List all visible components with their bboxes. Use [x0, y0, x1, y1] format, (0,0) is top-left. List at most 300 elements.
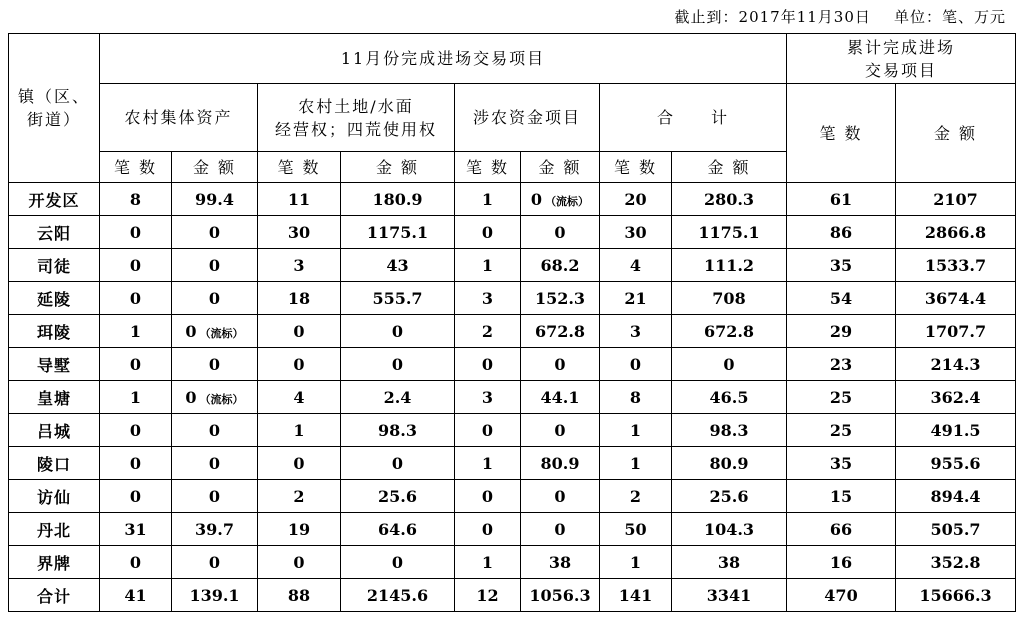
- cell-value: 98.3: [378, 420, 417, 440]
- cell-value: 1: [481, 255, 494, 275]
- amount-cell: [172, 579, 258, 612]
- cell-value: 80.9: [709, 453, 749, 473]
- cell-value: 104.3: [703, 519, 755, 539]
- cell-value: 1175.1: [698, 222, 760, 242]
- amount-cell: [672, 348, 787, 381]
- cell-value: 39.7: [195, 519, 234, 539]
- cell-value: 3674.4: [924, 288, 987, 308]
- count-cell: [600, 414, 672, 447]
- report-caption: [675, 6, 1006, 27]
- cell-value: 0: [481, 222, 494, 242]
- count-cell: [600, 216, 672, 249]
- cell-value: 2: [293, 486, 305, 506]
- cell-value: 54: [829, 288, 853, 308]
- amount-header: 金 额: [172, 152, 258, 183]
- amount-cell: [341, 249, 455, 282]
- amount-cell: [521, 315, 600, 348]
- count-cell: [258, 315, 341, 348]
- amount-cell: [172, 315, 258, 348]
- count-cell: [258, 249, 341, 282]
- amount-cell: [672, 579, 787, 612]
- amount-header: 金 额: [672, 152, 787, 183]
- amount-cell: [896, 447, 1016, 480]
- amount-cell: [672, 447, 787, 480]
- cell-value: 672.8: [534, 321, 586, 341]
- town-name-cell: 皇塘: [9, 381, 100, 414]
- town-name-cell: 丹北: [9, 513, 100, 546]
- count-cell: [600, 579, 672, 612]
- cell-value: 0: [129, 552, 142, 572]
- count-cell: [455, 216, 521, 249]
- cumulative-count-header: 笔 数: [787, 84, 896, 183]
- cell-value: 111.2: [703, 255, 755, 275]
- cell-value: 955.6: [930, 453, 981, 473]
- table-row: [9, 447, 1016, 480]
- cell-note: （流标）: [545, 194, 590, 208]
- unit-label: 单位：: [893, 8, 942, 26]
- cell-value: 31: [124, 519, 147, 539]
- count-cell: [787, 480, 896, 513]
- amount-cell: [521, 282, 600, 315]
- town-name-cell: 开发区: [9, 183, 100, 216]
- cell-value: 38: [717, 552, 741, 572]
- count-header: 笔 数: [100, 152, 172, 183]
- count-cell: [600, 348, 672, 381]
- cell-value: 0: [185, 387, 197, 407]
- count-header: 笔 数: [455, 152, 521, 183]
- cell-value: 3: [293, 255, 305, 275]
- count-cell: [258, 546, 341, 579]
- table-row: [9, 249, 1016, 282]
- cell-value: 3341: [706, 585, 752, 605]
- town-name-cell: 合计: [9, 579, 100, 612]
- count-cell: [258, 513, 341, 546]
- amount-cell: [172, 183, 258, 216]
- count-cell: [787, 315, 896, 348]
- count-cell: [600, 480, 672, 513]
- cell-value: 0: [185, 321, 197, 341]
- amount-cell: [896, 546, 1016, 579]
- count-cell: [455, 381, 521, 414]
- count-cell: [258, 216, 341, 249]
- amount-cell: [341, 315, 455, 348]
- count-cell: [455, 513, 521, 546]
- count-cell: [787, 216, 896, 249]
- amount-cell: [896, 414, 1016, 447]
- cell-value: 35: [829, 255, 853, 275]
- count-cell: [455, 183, 521, 216]
- town-header: 镇（区、 街道）: [9, 34, 100, 183]
- cell-value: 505.7: [930, 519, 981, 539]
- cell-note: （流标）: [199, 326, 244, 340]
- amount-cell: [521, 183, 600, 216]
- cell-value: 0: [208, 255, 221, 275]
- amount-cell: [172, 381, 258, 414]
- cell-value: 16: [829, 552, 853, 572]
- cell-value: 25: [829, 387, 853, 407]
- amount-cell: [341, 480, 455, 513]
- amount-cell: [521, 348, 600, 381]
- amount-cell: [896, 183, 1016, 216]
- amount-cell: [672, 546, 787, 579]
- count-cell: [455, 480, 521, 513]
- cell-value: 44.1: [540, 387, 580, 407]
- cell-value: 1: [129, 387, 142, 407]
- cell-value: 1: [481, 453, 494, 473]
- amount-cell: [672, 513, 787, 546]
- count-cell: [787, 249, 896, 282]
- count-cell: [455, 282, 521, 315]
- cell-value: 470: [824, 585, 858, 605]
- cell-value: 66: [829, 519, 853, 539]
- amount-cell: [172, 480, 258, 513]
- amount-cell: [521, 414, 600, 447]
- cell-value: 0: [554, 420, 566, 440]
- town-name-cell: 界牌: [9, 546, 100, 579]
- amount-cell: [521, 480, 600, 513]
- cell-value: 2145.6: [366, 585, 429, 605]
- town-name-cell: 云阳: [9, 216, 100, 249]
- count-cell: [455, 249, 521, 282]
- amount-cell: [341, 513, 455, 546]
- cell-value: 0: [481, 519, 494, 539]
- table-row: [9, 381, 1016, 414]
- cell-value: 8: [629, 387, 642, 407]
- count-cell: [100, 480, 172, 513]
- table-row: [9, 282, 1016, 315]
- cell-value: 0: [391, 453, 404, 473]
- cell-value: 15: [829, 486, 853, 506]
- amount-cell: [896, 381, 1016, 414]
- cell-value: 0: [208, 354, 221, 374]
- cell-value: 0: [391, 354, 404, 374]
- cell-value: 99.4: [195, 189, 234, 209]
- count-cell: [455, 447, 521, 480]
- amount-cell: [172, 282, 258, 315]
- cell-value: 0: [208, 453, 221, 473]
- amount-cell: [521, 381, 600, 414]
- cell-value: 25.6: [378, 486, 417, 506]
- count-cell: [600, 513, 672, 546]
- cell-value: 214.3: [930, 354, 981, 374]
- cell-value: 0: [629, 354, 642, 374]
- count-cell: [100, 315, 172, 348]
- unit-value: 笔、万元: [941, 8, 1006, 26]
- cell-value: 362.4: [930, 387, 981, 407]
- count-cell: [100, 513, 172, 546]
- count-cell: [787, 348, 896, 381]
- amount-cell: [172, 447, 258, 480]
- amount-cell: [341, 579, 455, 612]
- count-cell: [100, 216, 172, 249]
- cell-value: 20: [624, 189, 647, 209]
- amount-cell: [341, 414, 455, 447]
- category-land-water: 农村土地/水面 经营权；四荒使用权: [258, 84, 455, 152]
- cell-value: 0: [554, 222, 566, 242]
- category-agri-funds: 涉农资金项目: [455, 84, 600, 152]
- cell-value: 0: [208, 420, 221, 440]
- cell-value: 4: [629, 255, 642, 275]
- amount-cell: [341, 183, 455, 216]
- cell-value: 0: [208, 222, 221, 242]
- cell-value: 86: [829, 222, 853, 242]
- amount-cell: [521, 513, 600, 546]
- count-cell: [455, 579, 521, 612]
- cell-value: 0: [129, 255, 142, 275]
- table-row: [9, 183, 1016, 216]
- count-cell: [600, 249, 672, 282]
- cell-value: 1: [629, 453, 642, 473]
- cell-value: 0: [530, 189, 543, 209]
- count-cell: [455, 414, 521, 447]
- amount-cell: [672, 414, 787, 447]
- count-cell: [100, 447, 172, 480]
- cell-value: 30: [287, 222, 311, 242]
- cell-value: 2.4: [383, 387, 412, 407]
- count-cell: [258, 282, 341, 315]
- count-cell: [787, 447, 896, 480]
- cell-value: 0: [723, 354, 735, 374]
- cell-value: 0: [129, 420, 142, 440]
- count-cell: [258, 183, 341, 216]
- table-header: [9, 34, 1016, 183]
- count-cell: [600, 381, 672, 414]
- amount-cell: [341, 546, 455, 579]
- cell-value: 88: [287, 585, 311, 605]
- cell-value: 894.4: [930, 486, 981, 506]
- cutoff-label: 截止到：: [674, 8, 739, 26]
- amount-cell: [341, 348, 455, 381]
- count-cell: [100, 183, 172, 216]
- count-cell: [787, 513, 896, 546]
- amount-header: 金 额: [521, 152, 600, 183]
- table-row: [9, 348, 1016, 381]
- cell-value: 38: [548, 552, 572, 572]
- cell-value: 0: [554, 486, 566, 506]
- count-cell: [600, 546, 672, 579]
- cell-value: 1: [629, 552, 642, 572]
- count-cell: [258, 579, 341, 612]
- town-name-cell: 司徒: [9, 249, 100, 282]
- cell-value: 708: [712, 288, 746, 308]
- cell-value: 491.5: [930, 420, 981, 440]
- count-cell: [100, 348, 172, 381]
- amount-cell: [896, 480, 1016, 513]
- cell-value: 4: [293, 387, 305, 407]
- cell-value: 0: [208, 288, 221, 308]
- cell-value: 1707.7: [924, 321, 987, 341]
- amount-cell: [896, 315, 1016, 348]
- amount-cell: [521, 249, 600, 282]
- count-cell: [258, 480, 341, 513]
- amount-cell: [172, 513, 258, 546]
- cell-value: 0: [129, 222, 142, 242]
- amount-cell: [341, 216, 455, 249]
- cell-value: 1175.1: [366, 222, 429, 242]
- cell-value: 0: [129, 288, 142, 308]
- cell-value: 2: [629, 486, 642, 506]
- cell-value: 139.1: [189, 585, 240, 605]
- cell-value: 0: [129, 486, 142, 506]
- cell-value: 68.2: [540, 255, 580, 275]
- amount-cell: [672, 249, 787, 282]
- count-cell: [787, 183, 896, 216]
- cell-value: 555.7: [372, 288, 423, 308]
- cell-value: 15666.3: [919, 585, 992, 605]
- cell-value: 1: [293, 420, 305, 440]
- cell-value: 25: [829, 420, 853, 440]
- table-row: [9, 315, 1016, 348]
- count-cell: [258, 447, 341, 480]
- town-name-cell: 导墅: [9, 348, 100, 381]
- cell-value: 1: [481, 189, 494, 209]
- cell-value: 1056.3: [529, 585, 591, 605]
- amount-cell: [896, 249, 1016, 282]
- cell-value: 0: [293, 321, 305, 341]
- cell-value: 11: [287, 189, 311, 209]
- cell-value: 35: [829, 453, 853, 473]
- count-cell: [787, 381, 896, 414]
- amount-cell: [172, 546, 258, 579]
- cell-value: 61: [829, 189, 853, 209]
- cell-value: 41: [124, 585, 147, 605]
- cell-value: 0: [208, 486, 221, 506]
- cell-value: 0: [293, 453, 305, 473]
- cell-value: 98.3: [709, 420, 749, 440]
- amount-cell: [896, 513, 1016, 546]
- cell-value: 8: [129, 189, 142, 209]
- cell-value: 672.8: [703, 321, 755, 341]
- table-row: [9, 480, 1016, 513]
- amount-cell: [172, 414, 258, 447]
- count-cell: [787, 414, 896, 447]
- cell-value: 64.6: [378, 519, 417, 539]
- cell-value: 3: [481, 288, 494, 308]
- count-cell: [455, 315, 521, 348]
- cell-value: 180.9: [372, 189, 423, 209]
- cumulative-amount-header: 金 额: [896, 84, 1016, 183]
- cell-value: 23: [829, 354, 853, 374]
- transaction-table: [8, 33, 1016, 612]
- cell-value: 141: [618, 585, 653, 605]
- cell-value: 0: [293, 552, 305, 572]
- cell-value: 50: [624, 519, 647, 539]
- cell-value: 0: [391, 321, 404, 341]
- cell-value: 280.3: [703, 189, 755, 209]
- cell-value: 2: [481, 321, 494, 341]
- count-cell: [258, 348, 341, 381]
- amount-cell: [172, 348, 258, 381]
- cell-value: 12: [476, 585, 499, 605]
- cell-value: 0: [554, 354, 566, 374]
- town-name-cell: 延陵: [9, 282, 100, 315]
- amount-cell: [672, 216, 787, 249]
- table-row: [9, 546, 1016, 579]
- table-row: [9, 513, 1016, 546]
- cell-value: 19: [287, 519, 311, 539]
- town-name-cell: 访仙: [9, 480, 100, 513]
- amount-cell: [521, 447, 600, 480]
- amount-cell: [896, 579, 1016, 612]
- cell-value: 3: [629, 321, 642, 341]
- cell-value: 0: [481, 486, 494, 506]
- count-cell: [455, 546, 521, 579]
- count-cell: [100, 414, 172, 447]
- cell-value: 352.8: [930, 552, 981, 572]
- cell-value: 152.3: [534, 288, 586, 308]
- count-cell: [600, 183, 672, 216]
- amount-cell: [672, 183, 787, 216]
- amount-cell: [521, 216, 600, 249]
- amount-cell: [672, 480, 787, 513]
- count-cell: [600, 447, 672, 480]
- cell-value: 1: [481, 552, 494, 572]
- count-cell: [100, 282, 172, 315]
- amount-cell: [672, 315, 787, 348]
- cell-value: 0: [129, 453, 142, 473]
- count-header: 笔 数: [600, 152, 672, 183]
- amount-cell: [896, 282, 1016, 315]
- cell-value: 46.5: [709, 387, 749, 407]
- table-row: [9, 414, 1016, 447]
- cell-value: 43: [386, 255, 409, 275]
- cell-value: 0: [293, 354, 305, 374]
- amount-cell: [341, 282, 455, 315]
- cell-value: 25.6: [709, 486, 749, 506]
- amount-cell: [172, 249, 258, 282]
- cell-value: 0: [481, 354, 494, 374]
- amount-cell: [896, 348, 1016, 381]
- cell-value: 2107: [933, 189, 978, 209]
- cell-value: 2866.8: [924, 222, 987, 242]
- town-name-cell: 陵口: [9, 447, 100, 480]
- count-header: 笔 数: [258, 152, 341, 183]
- cell-value: 0: [481, 420, 494, 440]
- amount-cell: [521, 546, 600, 579]
- cell-value: 1: [129, 321, 142, 341]
- cell-value: 30: [624, 222, 647, 242]
- amount-cell: [672, 282, 787, 315]
- amount-header: 金 额: [341, 152, 455, 183]
- cell-value: 29: [829, 321, 853, 341]
- town-name-cell: 吕城: [9, 414, 100, 447]
- count-cell: [258, 414, 341, 447]
- count-cell: [258, 381, 341, 414]
- count-cell: [600, 282, 672, 315]
- count-cell: [100, 579, 172, 612]
- count-cell: [100, 546, 172, 579]
- month-group-header: 11月份完成进场交易项目: [100, 34, 787, 84]
- town-name-cell: 珥陵: [9, 315, 100, 348]
- amount-cell: [172, 216, 258, 249]
- cell-value: 18: [287, 288, 311, 308]
- cell-value: 0: [554, 519, 566, 539]
- cell-value: 21: [624, 288, 647, 308]
- count-cell: [455, 348, 521, 381]
- table-row: [9, 216, 1016, 249]
- amount-cell: [896, 216, 1016, 249]
- cumulative-group-header: 累计完成进场 交易项目: [787, 34, 1016, 84]
- count-cell: [100, 381, 172, 414]
- cell-value: 0: [391, 552, 404, 572]
- cell-value: 0: [208, 552, 221, 572]
- category-subtotal: 合 计: [600, 84, 787, 152]
- table-body: [9, 183, 1016, 612]
- count-cell: [787, 282, 896, 315]
- amount-cell: [341, 381, 455, 414]
- count-cell: [600, 315, 672, 348]
- table-row: [9, 579, 1016, 612]
